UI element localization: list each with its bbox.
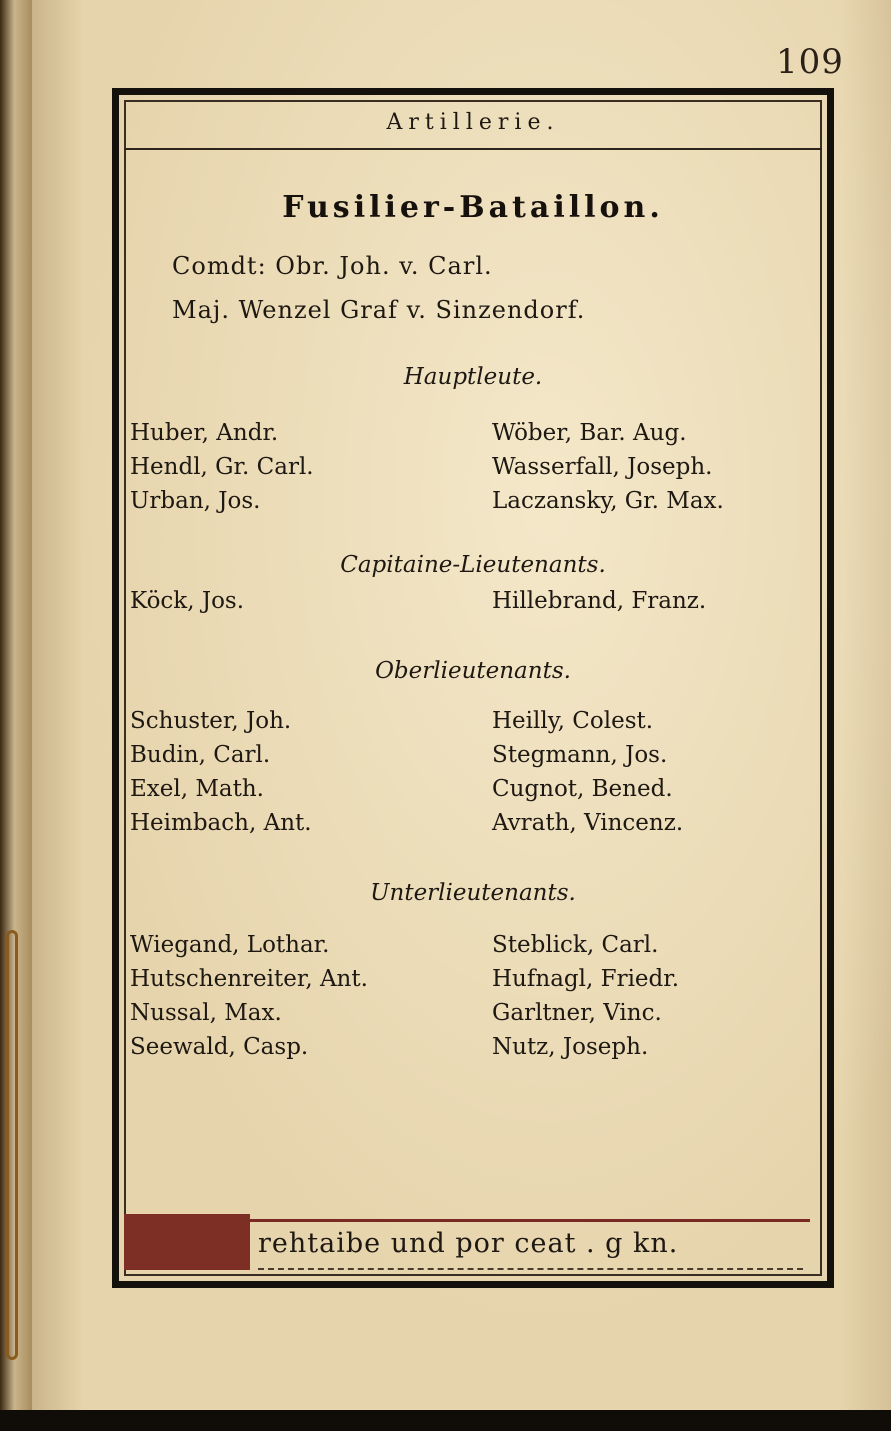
- name-entry-right: Hillebrand, Franz.: [492, 588, 707, 614]
- name-entry-left: Urban, Jos.: [130, 488, 261, 514]
- name-entry-right: Wasserfall, Joseph.: [492, 454, 713, 480]
- name-entry-left: Seewald, Casp.: [130, 1034, 309, 1060]
- name-entry-left: Huber, Andr.: [130, 420, 279, 446]
- name-entry-left: Exel, Math.: [130, 776, 264, 802]
- binding-thread: [6, 930, 18, 1360]
- name-entry-right: Avrath, Vincenz.: [492, 810, 684, 836]
- name-list-oberlieutenants: [130, 708, 820, 844]
- list-item: [130, 810, 820, 844]
- footer-text: rehtaibe und por ceat . g kn.: [258, 1228, 679, 1259]
- list-item: [130, 742, 820, 776]
- list-item: [130, 776, 820, 810]
- page-number: 109: [776, 42, 844, 82]
- list-item: [130, 932, 820, 966]
- name-entry-right: Steblick, Carl.: [492, 932, 659, 958]
- name-entry-right: Nutz, Joseph.: [492, 1034, 649, 1060]
- name-list-hauptleute: [130, 420, 820, 522]
- name-entry-left: Köck, Jos.: [130, 588, 245, 614]
- name-entry-right: Wöber, Bar. Aug.: [492, 420, 687, 446]
- name-entry-right: Hufnagl, Friedr.: [492, 966, 680, 992]
- section-heading-oberlieutenants: Oberlieutenants.: [375, 658, 571, 684]
- name-entry-right: Stegmann, Jos.: [492, 742, 668, 768]
- section-heading-hauptleute: Hauptleute.: [403, 364, 543, 390]
- name-entry-left: Nussal, Max.: [130, 1000, 282, 1026]
- footer-color-block: [124, 1214, 250, 1270]
- name-entry-right: Garltner, Vinc.: [492, 1000, 662, 1026]
- list-item: [130, 708, 820, 742]
- footer-underline: [258, 1268, 803, 1270]
- name-entry-left: Hutschenreiter, Ant.: [130, 966, 368, 992]
- list-item: [130, 966, 820, 1000]
- name-entry-left: Wiegand, Lothar.: [130, 932, 330, 958]
- running-header: Artillerie.: [386, 110, 560, 135]
- header-rule: [124, 148, 822, 150]
- list-item: [130, 454, 820, 488]
- page-edge-bottom: [0, 1410, 891, 1431]
- list-item: [130, 588, 820, 622]
- name-entry-left: Hendl, Gr. Carl.: [130, 454, 314, 480]
- list-item: [130, 420, 820, 454]
- name-entry-right: Laczansky, Gr. Max.: [492, 488, 724, 514]
- list-item: [130, 488, 820, 522]
- page-edge-left: [0, 0, 32, 1431]
- command-line-major: Maj. Wenzel Graf v. Sinzendorf.: [172, 296, 586, 324]
- name-entry-left: Schuster, Joh.: [130, 708, 292, 734]
- section-heading-capitaine-lieutenants: Capitaine-Lieutenants.: [340, 552, 606, 578]
- name-list-unterlieutenants: [130, 932, 820, 1068]
- list-item: [130, 1000, 820, 1034]
- list-item: [130, 1034, 820, 1068]
- name-list-capitaine-lieutenants: [130, 588, 820, 622]
- name-entry-right: Cugnot, Bened.: [492, 776, 673, 802]
- command-line-commandant: Comdt: Obr. Joh. v. Carl.: [172, 252, 493, 280]
- name-entry-left: Heimbach, Ant.: [130, 810, 312, 836]
- name-entry-left: Budin, Carl.: [130, 742, 271, 768]
- section-heading-unterlieutenants: Unterlieutenants.: [370, 880, 576, 906]
- name-entry-right: Heilly, Colest.: [492, 708, 654, 734]
- page-title: Fusilier-Bataillon.: [282, 190, 664, 225]
